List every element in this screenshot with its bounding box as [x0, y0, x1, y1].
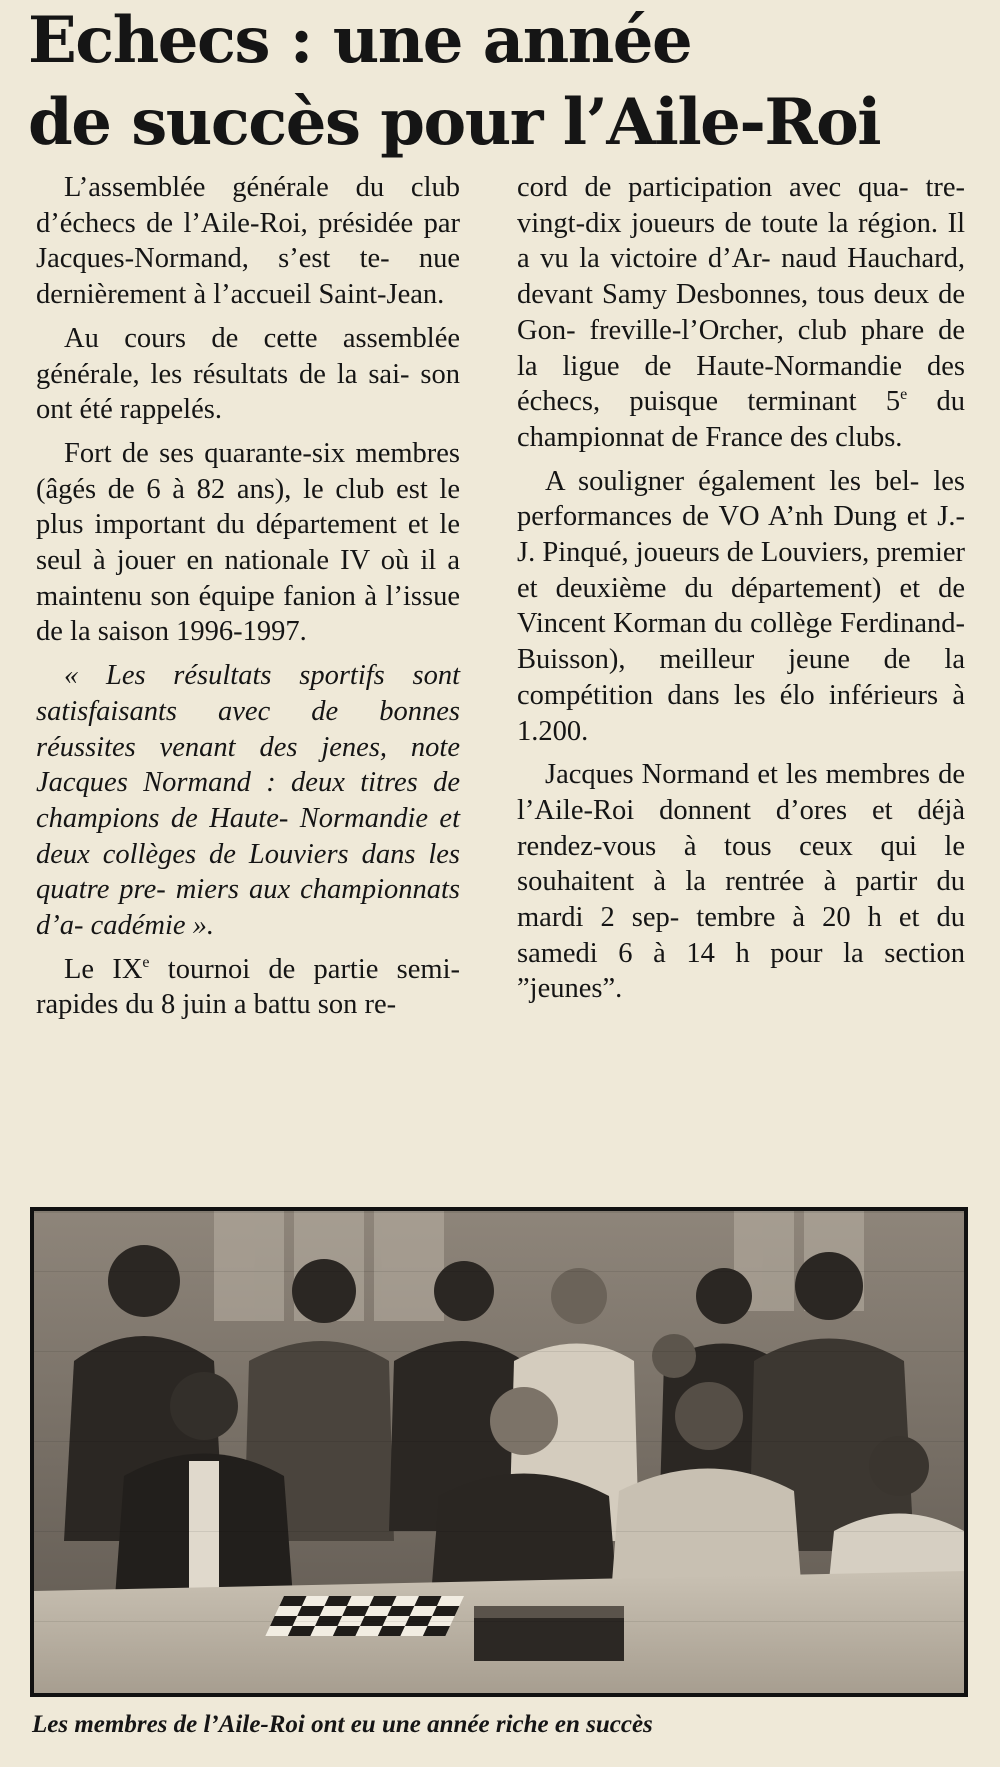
headline-line-1: Echecs : une année	[28, 3, 692, 78]
paragraph-rendezvous: Jacques Normand et les membres de l’Aile-Roi donnent d’ores et déjà rendez-vous à tous ceux qui le souhaitent à la rentrée à partir du mardi 2 sep- tembre à 20 h et du samedi 6 à 14 h pour la section ”jeunes”.	[517, 759, 965, 1005]
club-members-photo	[30, 1207, 968, 1697]
article-column-right	[517, 170, 965, 1015]
chess-clock	[474, 1606, 624, 1661]
paragraph-performances: A souligner également les bel- les performances de VO A’nh Dung et J.-J. Pinqué, joueurs de Louviers, premier et deuxième du département) et de Vincent Korman du collège Ferdinand- Buisson), meilleur jeune de la compétition dans les élo inférieurs à 1.200.	[517, 465, 965, 747]
paragraph-results: Au cours de cette assemblée générale, les résultats de la sai- son ont été rappelés.	[36, 322, 460, 426]
article-column-left	[36, 170, 460, 1031]
headline	[28, 0, 978, 164]
chessboard	[265, 1596, 464, 1636]
paragraph-quote: « Les résultats sportifs sont satisfaisants avec de bonnes réussites venant des jenes, note Jacques Normand : deux titres de champions de Haute- Normandie et deux collèges de Louviers dans les quatre pre- miers aux championnats d’a- cadémie ».	[36, 660, 460, 942]
photo-illustration	[34, 1211, 964, 1693]
tournament-text-end: tournoi de partie semi- rapides du 8 juin a battu son re-	[36, 953, 460, 1021]
paragraph-tournament	[36, 952, 460, 1023]
ordinal-superscript-2: e	[900, 386, 908, 404]
paragraph-assembly: L’assemblée générale du club d’échecs de l’Aile-Roi, présidée par Jacques-Normand, s’est te- nue dernièrement à l’accueil Saint-Jean.	[36, 172, 460, 311]
paragraph-tournament-continued	[517, 170, 965, 456]
headline-line-2: de succès pour l’Aile-Roi	[28, 85, 881, 160]
tournament-continued-end: du championnat de France des clubs.	[517, 386, 966, 453]
paragraph-members: Fort de ses quarante-six membres (âgés de 6 à 82 ans), le club est le plus important du département et le seul à jouer en nationale IV où il a maintenu son équipe fanion à l’issue de la saison 1996-1997.	[36, 437, 460, 648]
tournament-continued-text: cord de participation avec qua- tre-vingt-dix joueurs de toute la région. Il a vu la victoire d’Ar- naud Hauchard, devant Samy Desbonnes, tous deux de Gon- freville-l’Orcher, club phare de la ligue de Haute-Normandie des échecs, puisque terminant 5	[517, 172, 965, 418]
photo-caption: Les membres de l’Aile-Roi ont eu une année riche en succès	[32, 1711, 653, 1738]
ordinal-superscript: e	[142, 953, 150, 971]
tournament-text-start: Le IX	[64, 953, 143, 985]
